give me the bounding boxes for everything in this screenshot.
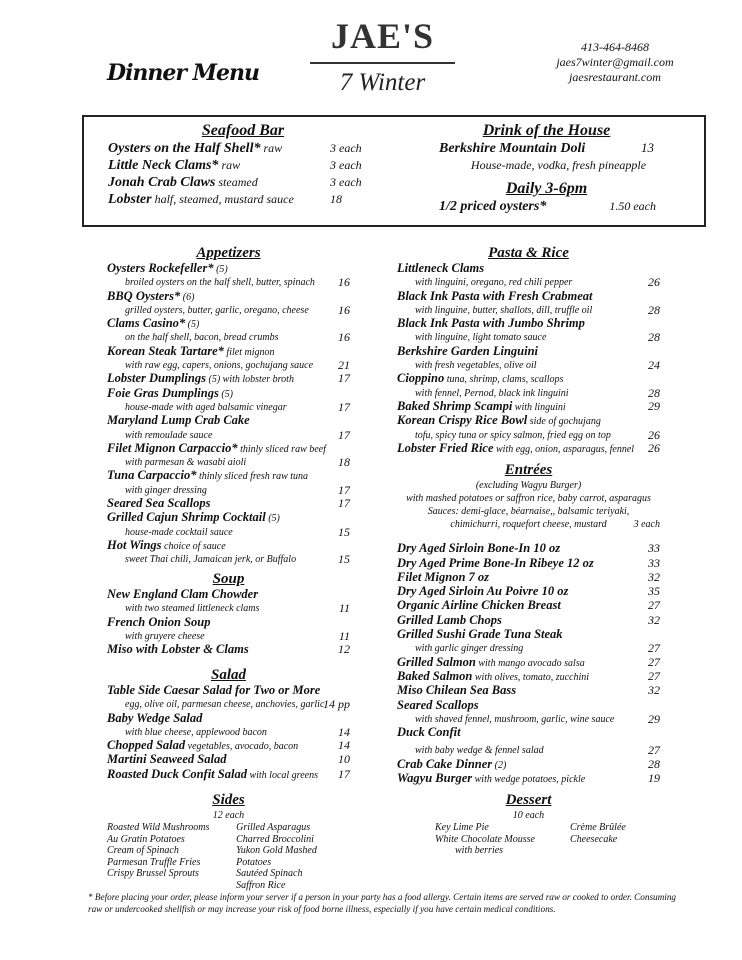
item-price: 17 bbox=[338, 482, 350, 497]
item-name: Table Side Caesar Salad for Two or More bbox=[107, 683, 321, 697]
list-item: Parmesan Truffle Fries bbox=[107, 856, 201, 868]
item-description: with fresh vegetables, olive oil bbox=[415, 360, 537, 372]
item-description: sweet Thai chili, Jamaican jerk, or Buffalo bbox=[125, 554, 297, 566]
item-name: Jonah Crab Claws bbox=[108, 175, 216, 190]
email: jaes7winter@gmail.com bbox=[556, 55, 674, 69]
list-item: Sautéed Spinach bbox=[236, 868, 303, 879]
item-price: 27 bbox=[648, 654, 660, 669]
item-name: Seared Scallops bbox=[397, 697, 479, 712]
menu-item bbox=[107, 768, 350, 782]
daily-name: 1/2 priced oysters* bbox=[439, 199, 547, 214]
item-description-line bbox=[107, 401, 350, 414]
item-description: with fennel, Pernod, black ink linguini bbox=[415, 387, 569, 399]
item-price: 11 bbox=[338, 628, 350, 643]
menu-item bbox=[397, 317, 660, 331]
menu-item bbox=[108, 191, 378, 208]
item-description: with baby wedge & fennel salad bbox=[415, 745, 544, 757]
sides-column bbox=[236, 822, 350, 891]
menu-item bbox=[397, 758, 660, 772]
item-description: with raw egg, capers, onions, gochujang sauce bbox=[125, 360, 314, 372]
list-item: Yukon Gold Mashed Potatoes bbox=[236, 845, 317, 868]
sides-price: 12 each bbox=[212, 810, 245, 821]
list-item: Roasted Wild Mushrooms bbox=[107, 822, 210, 833]
item-note: side of gochujang bbox=[529, 416, 601, 428]
entrees-intro: (excluding Wagyu Burger) bbox=[475, 480, 582, 491]
item-name: Tuna Carpaccio* bbox=[107, 468, 197, 483]
list-item: Saffron Rice bbox=[236, 879, 286, 891]
item-description-line bbox=[107, 331, 350, 344]
menu-item bbox=[107, 372, 350, 386]
menu-item bbox=[107, 753, 350, 767]
salad-section bbox=[107, 666, 350, 782]
item-price: 27 bbox=[648, 598, 660, 613]
contact-info bbox=[545, 40, 685, 85]
item-price: 17 bbox=[338, 427, 350, 442]
item-name: Lobster Dumplings bbox=[107, 371, 206, 386]
section-heading: Appetizers bbox=[196, 245, 261, 261]
item-note: raw bbox=[221, 158, 241, 172]
item-name: Dry Aged Sirloin Au Poivre 10 oz bbox=[397, 584, 569, 599]
item-note: (5) bbox=[221, 388, 234, 400]
item-description: tofu, spicy tuna or spicy salmon, fried egg on top bbox=[415, 429, 611, 441]
drink-section bbox=[439, 121, 654, 215]
item-price: 28 bbox=[648, 756, 660, 771]
item-price: 16 bbox=[338, 275, 350, 290]
item-name: Filet Mignon 7 oz bbox=[397, 569, 490, 584]
item-description-line bbox=[397, 359, 660, 372]
item-price: 19 bbox=[648, 771, 660, 786]
item-name: Wagyu Burger bbox=[397, 771, 473, 786]
item-description: with ginger dressing bbox=[125, 484, 207, 496]
item-price: 3 each bbox=[330, 175, 362, 189]
menu-item bbox=[107, 539, 350, 553]
item-note: (5) with lobster broth bbox=[208, 374, 294, 386]
item-name: Berkshire Garden Linguini bbox=[397, 343, 539, 358]
item-description-line bbox=[397, 276, 660, 289]
appetizers-section bbox=[107, 244, 350, 567]
daily-price: 1.50 each bbox=[609, 199, 656, 213]
item-note: thinly sliced fresh raw tuna bbox=[198, 471, 309, 483]
item-price: 27 bbox=[648, 743, 660, 758]
section-heading: Dessert bbox=[505, 792, 552, 808]
item-note: with mango avocado salsa bbox=[478, 657, 585, 669]
item-name: Lobster bbox=[108, 192, 152, 207]
item-description-line bbox=[397, 744, 660, 757]
item-description-line bbox=[397, 387, 660, 400]
list-item: Au Gratin Potatoes bbox=[107, 833, 185, 845]
section-heading: Seafood Bar bbox=[201, 122, 285, 139]
item-name: BBQ Oysters* bbox=[107, 288, 181, 303]
item-description-line bbox=[397, 429, 660, 442]
item-price: 16 bbox=[338, 302, 350, 317]
item-price: 28 bbox=[648, 385, 660, 400]
sauce-price: 3 each bbox=[633, 519, 660, 530]
menu-item bbox=[397, 699, 660, 713]
pasta-section bbox=[397, 244, 660, 456]
menu-item bbox=[107, 739, 350, 753]
item-name: Chopped Salad bbox=[107, 738, 186, 753]
menu-item bbox=[107, 414, 350, 428]
list-item: Crispy Brussel Sprouts bbox=[107, 868, 199, 879]
menu-item bbox=[397, 585, 660, 599]
item-description-line bbox=[397, 331, 660, 344]
item-price: 27 bbox=[648, 668, 660, 683]
item-name: Little Neck Clams* bbox=[108, 158, 219, 173]
item-description-line bbox=[107, 602, 350, 615]
list-item: Crème Brûlée bbox=[570, 822, 626, 833]
logo-title: JAE'S bbox=[330, 16, 435, 56]
item-description: with two steamed littleneck clams bbox=[125, 603, 260, 615]
section-heading: Salad bbox=[210, 667, 246, 683]
menu-item bbox=[397, 400, 660, 414]
menu-item bbox=[108, 174, 378, 191]
item-price: 26 bbox=[648, 275, 660, 290]
item-description: with shaved fennel, mushroom, garlic, wine sauce bbox=[415, 713, 615, 725]
item-price: 14 bbox=[338, 738, 350, 753]
item-note: half, steamed, mustard sauce bbox=[154, 192, 294, 206]
item-price: 10 bbox=[338, 752, 350, 767]
item-name: Baby Wedge Salad bbox=[107, 710, 203, 725]
item-note: (5) bbox=[268, 513, 280, 525]
item-price: 28 bbox=[648, 330, 660, 345]
item-description: with parmesan & wasabi aioli bbox=[125, 457, 247, 469]
item-name: Korean Crispy Rice Bowl bbox=[397, 413, 528, 428]
item-price: 33 bbox=[648, 541, 660, 556]
item-description-line bbox=[107, 304, 350, 317]
list-item: Cream of Spinach bbox=[107, 845, 179, 856]
item-name: Dry Aged Prime Bone-In Ribeye 12 oz bbox=[397, 555, 594, 570]
item-note: steamed bbox=[218, 175, 258, 189]
item-price: 21 bbox=[338, 358, 350, 373]
item-price: 32 bbox=[648, 569, 660, 584]
item-price: 29 bbox=[648, 398, 660, 413]
item-name: Organic Airline Chicken Breast bbox=[397, 598, 561, 613]
item-description-line bbox=[107, 526, 350, 539]
item-price: 18 bbox=[330, 192, 342, 206]
item-name: Dry Aged Sirloin Bone-In 10 oz bbox=[397, 541, 561, 556]
item-price: 28 bbox=[648, 302, 660, 317]
item-description-line bbox=[107, 698, 350, 711]
item-price: 16 bbox=[338, 330, 350, 345]
sides-column bbox=[107, 822, 236, 891]
menu-item bbox=[107, 643, 350, 657]
menu-item bbox=[397, 772, 660, 786]
item-name: Littleneck Clams bbox=[397, 261, 485, 275]
sides-grid bbox=[107, 822, 350, 891]
menu-item bbox=[397, 571, 660, 585]
website: jaesrestaurant.com bbox=[569, 70, 661, 84]
item-note: (2) bbox=[494, 759, 507, 771]
appetizers-list bbox=[107, 262, 350, 567]
item-price: 17 bbox=[338, 766, 350, 781]
phone: 413-464-8468 bbox=[581, 40, 649, 54]
item-description: with linguine, butter, shallots, dill, truffle oil bbox=[415, 304, 593, 316]
menu-item bbox=[397, 684, 660, 698]
item-name: Lobster Fried Rice bbox=[397, 440, 494, 455]
item-price: 15 bbox=[338, 552, 350, 567]
list-item: White Chocolate Mousse bbox=[435, 833, 535, 845]
salad-list bbox=[107, 684, 350, 782]
item-note: (6) bbox=[182, 291, 195, 303]
drink-name: Berkshire Mountain Doli bbox=[439, 141, 586, 156]
menu-item bbox=[397, 262, 660, 276]
item-name: Black Ink Pasta with Fresh Crabmeat bbox=[397, 288, 593, 303]
item-note: raw bbox=[263, 141, 283, 155]
item-name: Roasted Duck Confit Salad bbox=[107, 766, 247, 781]
menu-item bbox=[107, 712, 350, 726]
menu-item bbox=[107, 345, 350, 359]
item-description: house-made with aged balsamic vinegar bbox=[125, 401, 287, 413]
item-price: 18 bbox=[338, 455, 350, 470]
item-name: Seared Sea Scallops bbox=[107, 496, 211, 511]
seafood-bar-section bbox=[108, 121, 378, 208]
pasta-list bbox=[397, 262, 660, 456]
item-name: Grilled Cajun Shrimp Cocktail bbox=[107, 510, 266, 525]
item-description: with gruyere cheese bbox=[125, 630, 205, 642]
menu-item bbox=[397, 345, 660, 359]
menu-item bbox=[397, 656, 660, 670]
drink-price: 13 bbox=[641, 140, 654, 155]
drink-item bbox=[439, 140, 654, 157]
menu-item bbox=[107, 511, 350, 525]
item-price: 14 pp bbox=[323, 697, 350, 712]
dessert-section bbox=[397, 791, 660, 857]
item-description-line bbox=[107, 429, 350, 442]
menu-item bbox=[107, 588, 350, 602]
item-name: Grilled Salmon bbox=[397, 654, 476, 669]
menu-item bbox=[107, 442, 350, 456]
item-description: with linguini, oregano, red chili pepper bbox=[415, 277, 573, 289]
menu-item bbox=[397, 372, 660, 386]
item-name: New England Clam Chowder bbox=[107, 587, 259, 601]
item-note: (5) bbox=[216, 264, 228, 275]
item-description: with garlic ginger dressing bbox=[415, 643, 524, 655]
section-heading: Soup bbox=[212, 571, 245, 587]
item-price: 17 bbox=[338, 399, 350, 414]
item-name: Cioppino bbox=[397, 371, 445, 386]
list-item: Cheesecake bbox=[570, 833, 618, 845]
item-description-line bbox=[397, 642, 660, 655]
item-description: egg, olive oil, parmesan cheese, anchovies, garlic bbox=[125, 699, 325, 711]
item-name: Oysters Rockefeller* bbox=[107, 261, 214, 275]
section-heading: Daily 3-6pm bbox=[505, 180, 588, 197]
menu-item bbox=[107, 290, 350, 304]
item-price: 17 bbox=[338, 496, 350, 511]
menu-item bbox=[397, 628, 660, 642]
item-description-line bbox=[107, 726, 350, 739]
item-name: Black Ink Pasta with Jumbo Shrimp bbox=[397, 316, 585, 331]
item-name: Hot Wings bbox=[107, 537, 162, 552]
item-name: French Onion Soup bbox=[107, 614, 211, 629]
item-price: 33 bbox=[648, 555, 660, 570]
dessert-price: 10 each bbox=[512, 810, 545, 821]
dessert-column bbox=[570, 822, 626, 857]
item-description-line bbox=[107, 630, 350, 643]
item-name: Maryland Lump Crab Cake bbox=[107, 413, 250, 428]
item-name: Baked Salmon bbox=[397, 668, 473, 683]
daily-special bbox=[439, 198, 654, 215]
item-note: tuna, shrimp, clams, scallops bbox=[446, 374, 564, 386]
item-price: 14 bbox=[338, 724, 350, 739]
menu-title: Dinner Menu bbox=[107, 60, 260, 86]
item-note: (5) bbox=[187, 319, 200, 331]
list-item: Grilled Asparagus bbox=[236, 822, 311, 833]
item-price: 3 each bbox=[330, 141, 362, 155]
item-price: 32 bbox=[648, 612, 660, 627]
restaurant-logo bbox=[300, 16, 465, 98]
item-description: with linguine, light tomato sauce bbox=[415, 332, 547, 344]
item-name: Miso Chilean Sea Bass bbox=[397, 683, 517, 698]
menu-item bbox=[397, 290, 660, 304]
item-description-line bbox=[107, 456, 350, 469]
entrees-section bbox=[397, 461, 660, 786]
menu-item bbox=[397, 414, 660, 428]
entrees-intro: chimichurri, roquefort cheese, mustard bbox=[450, 519, 607, 530]
item-note: with linguini bbox=[514, 401, 566, 413]
menu-item bbox=[107, 684, 350, 698]
menu-item bbox=[397, 542, 660, 556]
item-description-line bbox=[397, 713, 660, 726]
menu-item bbox=[397, 726, 660, 740]
menu-item bbox=[107, 317, 350, 331]
menu-item bbox=[397, 557, 660, 571]
logo-subtitle: 7 Winter bbox=[339, 69, 426, 96]
item-price: 29 bbox=[648, 711, 660, 726]
item-description-line bbox=[397, 304, 660, 317]
item-name: Oysters on the Half Shell* bbox=[108, 141, 261, 156]
section-heading: Entrées bbox=[504, 462, 553, 478]
item-description: house-made cocktail sauce bbox=[125, 526, 233, 538]
menu-item bbox=[397, 442, 660, 456]
menu-item bbox=[107, 616, 350, 630]
menu-item bbox=[108, 140, 378, 157]
dessert-column bbox=[435, 822, 570, 857]
specials-box bbox=[82, 115, 706, 227]
entrees-intro: with mashed potatoes or saffron rice, baby carrot, asparagus bbox=[406, 493, 651, 504]
item-name: Korean Steak Tartare* bbox=[107, 343, 224, 358]
item-note: choice of sauce bbox=[164, 540, 226, 552]
item-description-line bbox=[107, 276, 350, 289]
item-description: on the half shell, bacon, bread crumbs bbox=[125, 332, 279, 344]
item-note: thinly sliced raw beef bbox=[240, 443, 326, 455]
menu-item bbox=[108, 157, 378, 174]
item-note: with egg, onion, asparagus, fennel bbox=[496, 443, 635, 455]
menu-item bbox=[107, 387, 350, 401]
section-heading: Sides bbox=[212, 792, 245, 808]
list-item: with berries bbox=[455, 845, 504, 856]
item-description: with blue cheese, applewood bacon bbox=[125, 726, 267, 738]
menu-item bbox=[397, 670, 660, 684]
logo-divider bbox=[310, 62, 455, 64]
item-price: 12 bbox=[338, 642, 350, 657]
item-price: 26 bbox=[648, 440, 660, 455]
section-heading: Pasta & Rice bbox=[488, 245, 569, 261]
item-price: 3 each bbox=[330, 158, 362, 172]
entrees-intro: Sauces: demi-glace, béarnaise,, balsamic teriyaki, bbox=[427, 506, 630, 517]
item-description-line bbox=[107, 484, 350, 497]
item-name: Filet Mignon Carpaccio* bbox=[107, 440, 238, 455]
soup-list bbox=[107, 588, 350, 657]
item-name: Miso with Lobster & Clams bbox=[107, 642, 249, 657]
section-heading: Drink of the House bbox=[482, 122, 611, 139]
sauces-line bbox=[397, 518, 660, 531]
menu-item bbox=[107, 262, 350, 276]
item-description: broiled oysters on the half shell, butter, spinach bbox=[125, 277, 315, 289]
item-name: Foie Gras Dumplings bbox=[107, 385, 219, 400]
dessert-grid bbox=[397, 822, 660, 857]
item-note: with local greens bbox=[249, 769, 318, 781]
item-price: 27 bbox=[648, 641, 660, 656]
item-note: filet mignon bbox=[226, 346, 275, 358]
seafood-bar-list bbox=[108, 140, 378, 208]
item-description: grilled oysters, butter, garlic, oregano, cheese bbox=[125, 304, 309, 316]
menu-item bbox=[107, 497, 350, 511]
allergy-disclaimer: * Before placing your order, please inform your server if a person in your party has a food allergy. Certain items are served raw or cooked to order. Consuming raw or undercooked shellfish or may increase your risk of food borne illness, especially if you have certain medical conditions. bbox=[88, 892, 677, 914]
item-price: 26 bbox=[648, 427, 660, 442]
list-item: Charred Broccolini bbox=[236, 833, 314, 845]
item-price: 11 bbox=[338, 601, 350, 616]
menu-item bbox=[397, 614, 660, 628]
soup-section bbox=[107, 570, 350, 657]
item-description-line bbox=[107, 553, 350, 566]
item-name: Grilled Lamb Chops bbox=[397, 612, 502, 627]
item-price: 32 bbox=[648, 683, 660, 698]
item-description-line bbox=[107, 359, 350, 372]
item-note: vegetables, avocado, bacon bbox=[187, 741, 299, 753]
item-description: with remoulade sauce bbox=[125, 429, 213, 441]
item-name: Clams Casino* bbox=[107, 316, 186, 331]
menu-item bbox=[397, 599, 660, 613]
item-price: 17 bbox=[338, 371, 350, 386]
item-name: Grilled Sushi Grade Tuna Steak bbox=[397, 627, 563, 642]
item-name: Martini Seaweed Salad bbox=[107, 752, 227, 767]
item-note: with olives, tomato, zucchini bbox=[474, 671, 590, 683]
menu-item bbox=[107, 469, 350, 483]
item-price: 35 bbox=[648, 584, 660, 599]
item-name: Crab Cake Dinner bbox=[397, 756, 493, 771]
drink-desc: House-made, vodka, fresh pineapple bbox=[470, 158, 647, 172]
list-item: Key Lime Pie bbox=[435, 822, 489, 833]
entrees-list bbox=[397, 542, 660, 786]
item-note: with wedge potatoes, pickle bbox=[474, 774, 586, 786]
item-price: 15 bbox=[338, 524, 350, 539]
sides-section bbox=[107, 791, 350, 891]
item-name: Duck Confit bbox=[397, 725, 461, 740]
item-price: 24 bbox=[648, 358, 660, 373]
item-name: Baked Shrimp Scampi bbox=[397, 398, 513, 413]
